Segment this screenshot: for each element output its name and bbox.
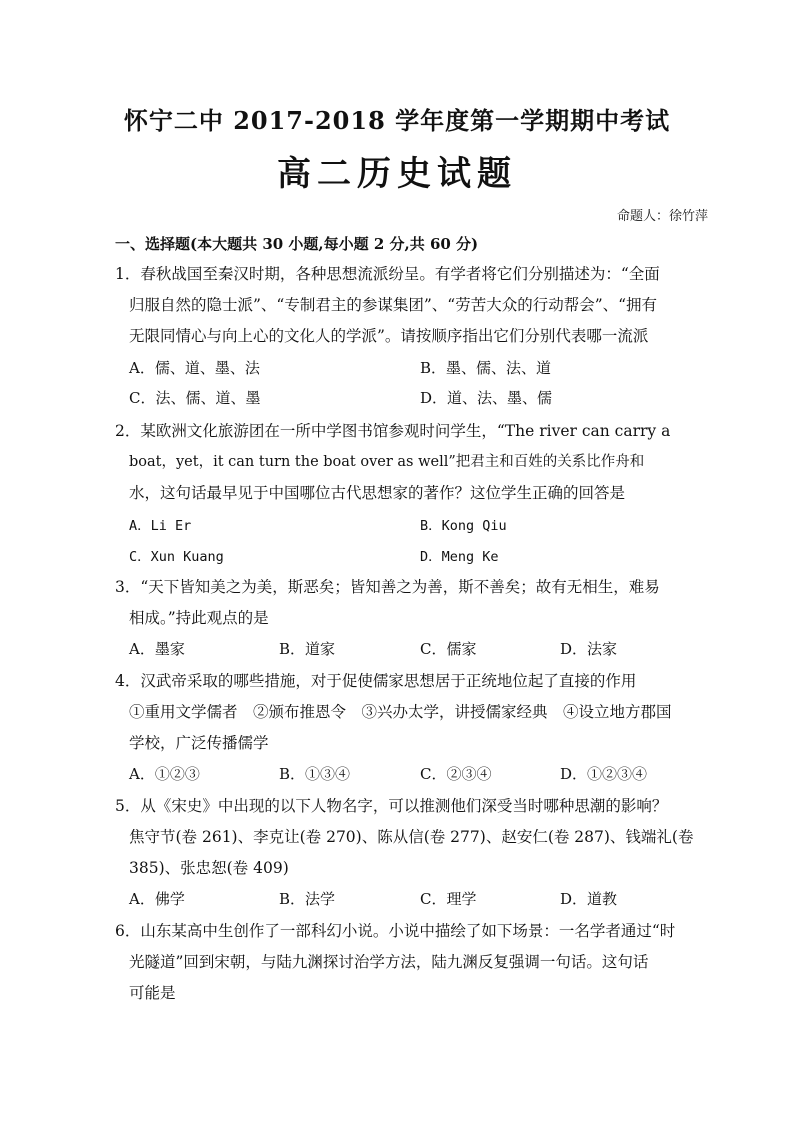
section-heading: 一、选择题(本大题共 30 小题,每小题 2 分,共 60 分) [115,235,479,253]
question-3-line-1: 3．“天下皆知美之为美，斯恶矣；皆知善之为善，斯不善矣；故有无相生，难易 [115,578,660,596]
question-3-option-d: D．法家 [560,640,618,658]
question-4-line-1: 4．汉武帝采取的哪些措施，对于促使儒家思想居于正统地位起了直接的作用 [115,672,637,690]
question-5-line-2: 焦守节(卷 261)、李克让(卷 270)、陈从信(卷 277)、赵安仁(卷 287)、钱端礼(卷 [129,828,694,846]
question-1-option-d: D．道、法、墨、儒 [420,389,553,407]
question-3-option-c: C．儒家 [420,640,477,658]
question-2-line-3: 水，这句话最早见于中国哪位古代思想家的著作？这位学生正确的回答是 [129,484,626,502]
question-5-option-a: A．佛学 [129,890,185,908]
school-title: 怀宁二中 2017-2018 学年度第一学期期中考试 [123,106,671,135]
question-5-option-d: D．道教 [560,890,618,908]
question-2-option-d: D．Meng Ke [420,549,499,565]
question-1-option-c: C．法、儒、道、墨 [129,389,261,407]
question-4-line-2: ①重用文学儒者 ②颁布推恩令 ③兴办太学，讲授儒家经典 ④设立地方郡国 [129,703,672,721]
question-2-option-b: B．Kong Qiu [420,518,507,534]
exam-title: 高二历史试题 [277,154,517,194]
question-3-line-2: 相成。”持此观点的是 [129,609,269,627]
question-4-option-b: B．①③④ [279,765,351,783]
question-4-option-c: C．②③④ [420,765,492,783]
question-2-option-a: A．Li Er [129,518,192,534]
question-1-line-2: 归服自然的隐士派”、“专制君主的参谋集团”、“劳苦大众的行动帮会”、“拥有 [129,296,658,314]
question-3-option-a: A．墨家 [129,640,185,658]
question-3-option-b: B．道家 [279,640,336,658]
question-5-option-c: C．理学 [420,890,477,908]
question-2-line-1: 2．某欧洲文化旅游团在一所中学图书馆参观时问学生，“The river can carry a [115,422,671,440]
question-5-line-3: 385)、张忠恕(卷 409) [129,859,289,877]
question-4-option-d: D．①②③④ [560,765,648,783]
question-1-line-3: 无限同情心与向上心的文化人的学派”。请按顺序指出它们分别代表哪一流派 [129,327,649,345]
question-1-option-b: B．墨、儒、法、道 [420,359,552,377]
question-1-option-a: A．儒、道、墨、法 [129,359,260,377]
question-6-line-3: 可能是 [129,984,176,1002]
question-2-line-2: boat，yet，it can turn the boat over as well”把君主和百姓的关系比作舟和 [129,454,645,470]
question-1-line-1: 1．春秋战国至秦汉时期，各种思想流派纷呈。有学者将它们分别描述为：“全面 [115,265,660,283]
question-5-line-1: 5．从《宋史》中出现的以下人物名字，可以推测他们深受当时哪种思潮的影响？ [115,797,668,815]
question-6-line-1: 6．山东某高中生创作了一部科幻小说。小说中描绘了如下场景：一名学者通过“时 [115,922,676,940]
question-2-option-c: C．Xun Kuang [129,549,224,565]
author-line: 命题人：徐竹萍 [616,209,708,224]
question-6-line-2: 光隧道”回到宋朝，与陆九渊探讨治学方法，陆九渊反复强调一句话。这句话 [129,953,649,971]
question-4-option-a: A．①②③ [129,765,200,783]
question-5-option-b: B．法学 [279,890,336,908]
question-4-line-3: 学校，广泛传播儒学 [129,734,269,752]
